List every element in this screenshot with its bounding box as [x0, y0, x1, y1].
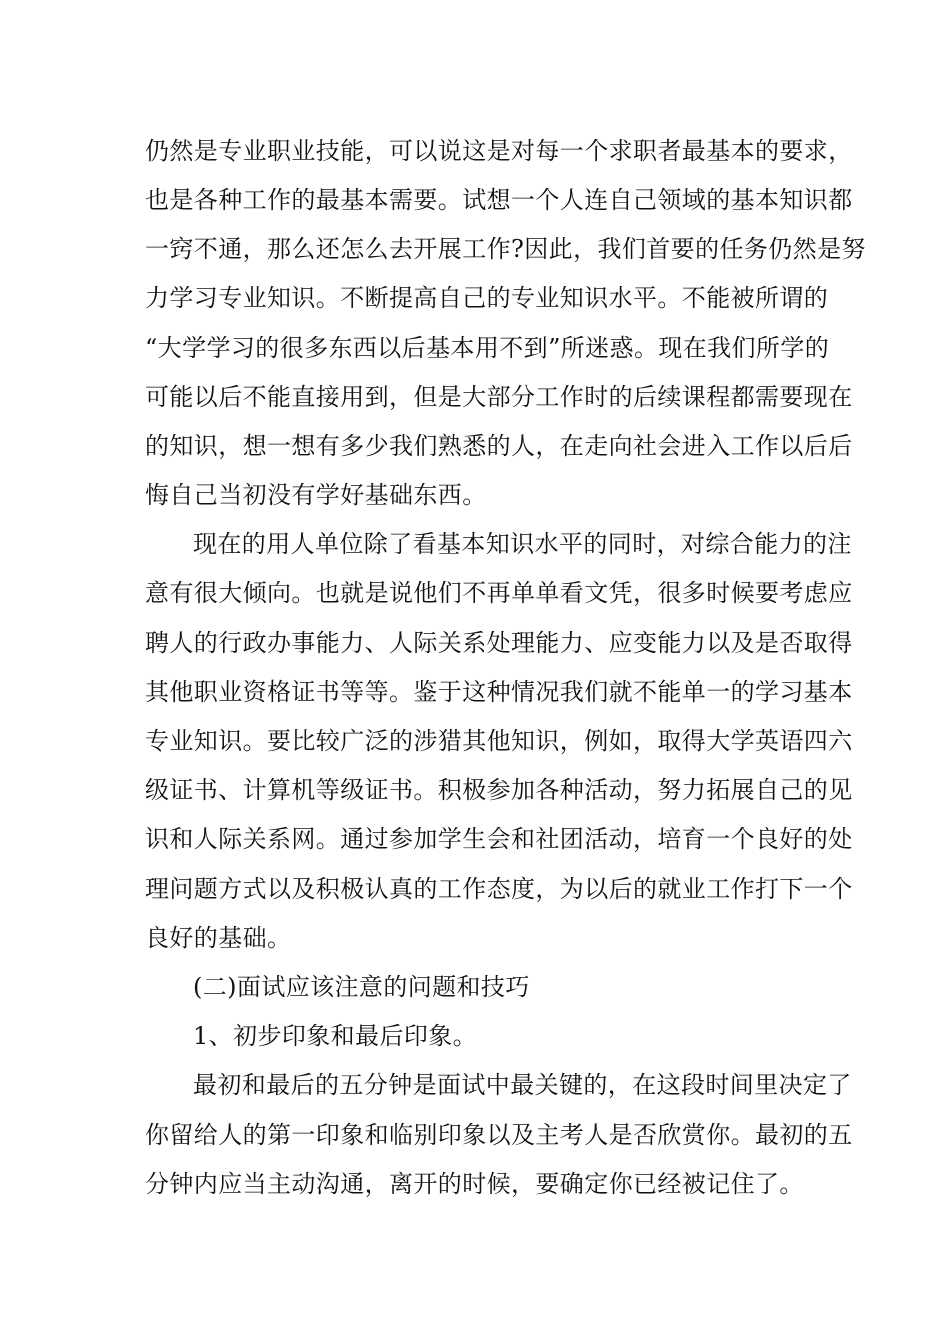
text-line: 专业知识。要比较广泛的涉猎其他知识，例如，取得大学英语四六	[145, 727, 853, 755]
text-line: 级证书、计算机等级证书。积极参加各种活动，努力拓展自己的见	[145, 776, 853, 804]
text-line: 你留给人的第一印象和临别印象以及主考人是否欣赏你。最初的五	[145, 1121, 853, 1149]
text-line: “大学学习的很多东西以后基本用不到”所迷惑。现在我们所学的	[145, 334, 830, 362]
text-line: 识和人际关系网。通过参加学生会和社团活动，培育一个良好的处	[145, 825, 853, 853]
text-line: 意有很大倾向。也就是说他们不再单单看文凭，很多时候要考虑应	[145, 579, 853, 607]
text-line: 力学习专业知识。不断提高自己的专业知识水平。不能被所谓的	[145, 284, 829, 312]
text-line: 悔自己当初没有学好基础东西。	[145, 481, 487, 509]
section-heading: (二)面试应该注意的问题和技巧	[193, 973, 530, 1001]
text-line: 也是各种工作的最基本需要。试想一个人连自己领域的基本知识都	[145, 186, 853, 214]
text-line: 最初和最后的五分钟是面试中最关键的，在这段时间里决定了	[193, 1071, 852, 1099]
text-line: 一窍不通，那么还怎么去开展工作?因此，我们首要的任务仍然是努	[145, 235, 866, 263]
text-line: 其他职业资格证书等等。鉴于这种情况我们就不能单一的学习基本	[145, 678, 853, 706]
subsection-heading: 1、初步印象和最后印象。	[193, 1022, 478, 1050]
text-line: 现在的用人单位除了看基本知识水平的同时，对综合能力的注	[193, 530, 852, 558]
text-line: 可能以后不能直接用到，但是大部分工作时的后续课程都需要现在	[145, 383, 853, 411]
text-line: 的知识，想一想有多少我们熟悉的人，在走向社会进入工作以后后	[145, 432, 853, 460]
text-line: 理问题方式以及积极认真的工作态度，为以后的就业工作打下一个	[145, 875, 853, 903]
text-line: 聘人的行政办事能力、人际关系处理能力、应变能力以及是否取得	[145, 629, 853, 657]
text-line: 分钟内应当主动沟通，离开的时候，要确定你已经被记住了。	[145, 1170, 804, 1198]
text-line: 仍然是专业职业技能，可以说这是对每一个求职者最基本的要求，	[145, 137, 853, 165]
text-line: 良好的基础。	[145, 924, 292, 952]
